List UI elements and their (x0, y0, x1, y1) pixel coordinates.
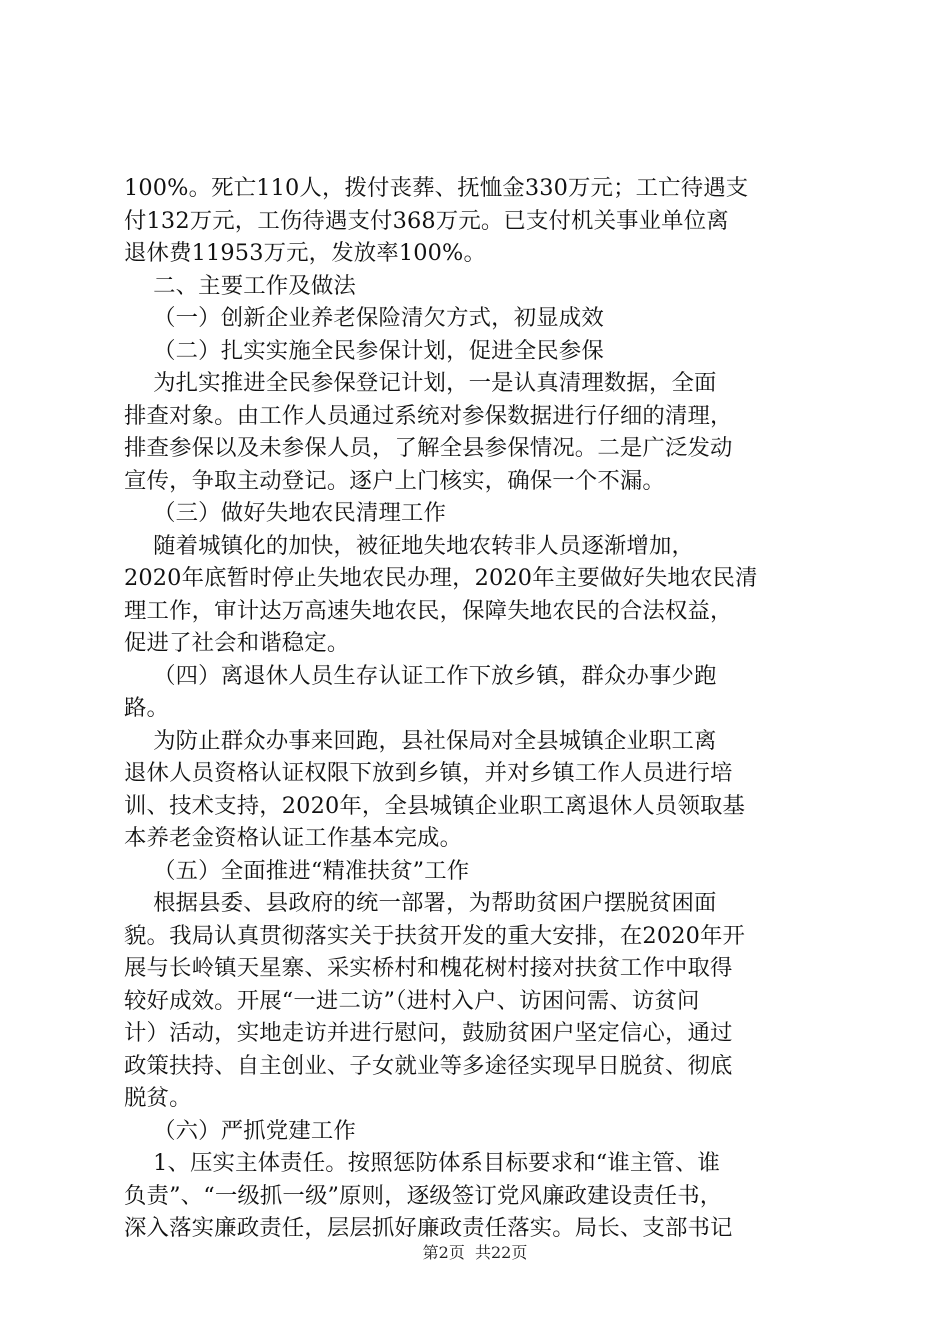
subsection-heading: （六）严抓党建工作 (124, 1117, 356, 1144)
text-line: 退休人员资格认证权限下放到乡镇，并对乡镇工作人员进行培 (124, 760, 733, 786)
text-line: 政策扶持、自主创业、子女就业等多途径实现早日脱贫、彻底 (124, 1052, 733, 1079)
text-line: 训、技术支持，2020年，全县城镇企业职工离退休人员领取基 (124, 792, 746, 819)
text-line: 貌。我局认真贯彻落实关于扶贫开发的重大安排，在2020年开 (124, 922, 746, 949)
text-line: 理工作，审计达万高速失地农民，保障失地农民的合法权益， (124, 597, 733, 624)
text-line: 为扎实推进全民参保登记计划，一是认真清理数据，全面 (124, 370, 717, 396)
text-line: 负责”、“一级抓一级”原则，逐级签订党风廉政建设责任书， (124, 1182, 723, 1209)
subsection-heading: （三）做好失地农民清理工作 (124, 500, 447, 526)
text-line: 退休费11953万元，发放率100%。 (124, 240, 486, 266)
text-line: 排查参保以及未参保人员，了解全县参保情况。二是广泛发动 (124, 435, 733, 461)
text-line: 随着城镇化的加快，被征地失地农转非人员逐渐增加， (124, 532, 695, 559)
page-number-footer: 第2页 共22页 (422, 1243, 528, 1262)
text-line: 较好成效。开展“一进二访”（进村入户、访困问需、访贫问 (124, 987, 700, 1014)
text-line: 展与长岭镇天星寨、采实桥村和槐花树村接对扶贫工作中取得 (124, 955, 733, 981)
text-line: 付132万元，工伤待遇支付368万元。已支付机关事业单位离 (124, 207, 729, 234)
text-line: 深入落实廉政责任，层层抓好廉政责任落实。局长、支部书记 (124, 1215, 733, 1241)
text-line: 根据县委、县政府的统一部署，为帮助贫困户摆脱贫困面 (124, 890, 717, 916)
text-line: 宣传，争取主动登记。逐户上门核实，确保一个不漏。 (124, 467, 665, 494)
text-line: 路。 (124, 695, 170, 721)
text-line: 脱贫。 (124, 1085, 192, 1111)
text-line: 促进了社会和谐稳定。 (124, 630, 350, 656)
text-line: 排查对象。由工作人员通过系统对参保数据进行仔细的清理， (124, 402, 733, 429)
section-heading: 二、主要工作及做法 (124, 272, 356, 299)
text-line: 100%。死亡110人，拨付丧葬、抚恤金330万元；工亡待遇支 (124, 175, 749, 201)
document-body (124, 172, 832, 1245)
subsection-heading: （四）离退休人员生存认证工作下放乡镇，群众办事少跑 (124, 662, 717, 689)
text-line: 1、压实主体责任。按照惩防体系目标要求和“谁主管、谁 (124, 1150, 721, 1176)
text-line: 2020年底暂时停止失地农民办理，2020年主要做好失地农民清 (124, 565, 758, 591)
subsection-heading: （五）全面推进“精准扶贫”工作 (124, 857, 470, 884)
text-line: 本养老金资格认证工作基本完成。 (124, 825, 463, 851)
text-line: 为防止群众办事来回跑，县社保局对全县城镇企业职工离 (124, 727, 717, 754)
subsection-heading: （二）扎实实施全民参保计划，促进全民参保 (124, 337, 604, 364)
text-line: 计）活动，实地走访并进行慰问，鼓励贫困户坚定信心，通过 (124, 1020, 733, 1046)
subsection-heading: （一）创新企业养老保险清欠方式，初显成效 (124, 305, 604, 331)
